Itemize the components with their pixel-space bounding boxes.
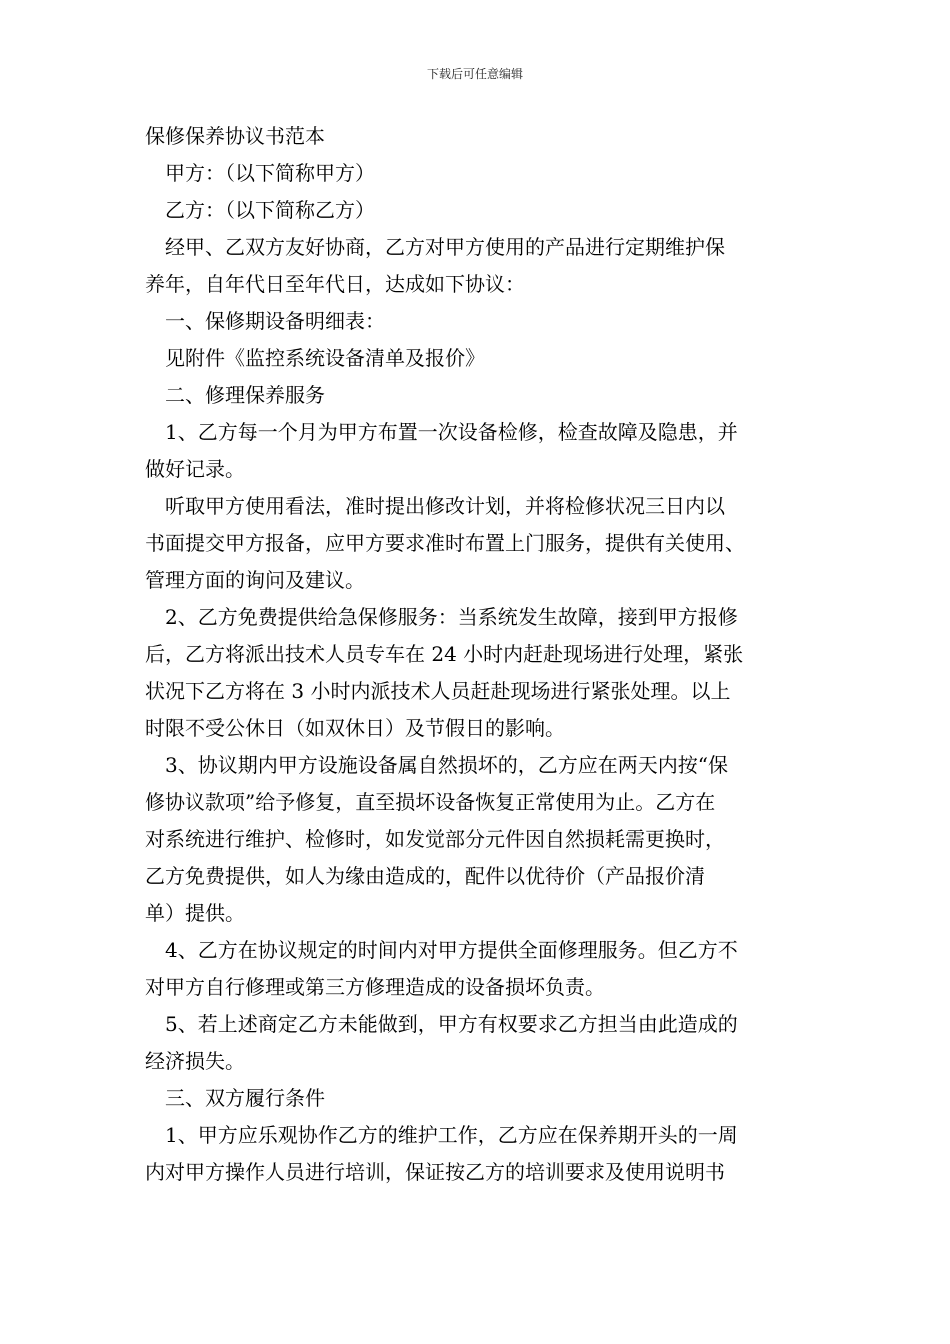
paragraph-line: 2、乙方免费提供给急保修服务：当系统发生故障，接到甲方报修 xyxy=(165,605,738,629)
paragraph-line: 做好记录。 xyxy=(145,457,245,481)
paragraph-line: 1、甲方应乐观协作乙方的维护工作，乙方应在保养期开头的一周 xyxy=(165,1123,738,1147)
section-heading: 三、双方履行条件 xyxy=(165,1086,325,1110)
section-heading: 二、修理保养服务 xyxy=(165,383,325,407)
paragraph-line: 修协议款项”给予修复，直至损坏设备恢复正常使用为止。乙方在 xyxy=(145,790,716,814)
paragraph-line: 状况下乙方将在 3 小时内派技术人员赶赴现场进行紧张处理。以上 xyxy=(145,679,731,703)
section-heading: 一、保修期设备明细表： xyxy=(165,309,385,333)
paragraph-line: 乙方免费提供，如人为缘由造成的，配件以优待价（产品报价清 xyxy=(145,864,705,888)
paragraph-line: 5、若上述商定乙方未能做到，甲方有权要求乙方担当由此造成的 xyxy=(165,1012,738,1036)
paragraph-line: 单）提供。 xyxy=(145,901,245,925)
paragraph-line: 管理方面的询问及建议。 xyxy=(145,568,365,592)
paragraph-line: 后，乙方将派出技术人员专车在 24 小时内赶赴现场进行处理，紧张 xyxy=(145,642,744,666)
page-header-note: 下载后可任意编辑 xyxy=(426,67,523,81)
paragraph-line: 对甲方自行修理或第三方修理造成的设备损坏负责。 xyxy=(145,975,605,999)
paragraph-line: 书面提交甲方报备，应甲方要求准时布置上门服务，提供有关使用、 xyxy=(145,531,745,555)
paragraph-line: 见附件《监控系统设备清单及报价》 xyxy=(165,346,485,370)
document-body xyxy=(145,118,815,1191)
paragraph-line: 经甲、乙双方友好协商，乙方对甲方使用的产品进行定期维护保 xyxy=(165,235,725,259)
paragraph-line: 4、乙方在协议规定的时间内对甲方提供全面修理服务。但乙方不 xyxy=(165,938,738,962)
paragraph-line: 内对甲方操作人员进行培训，保证按乙方的培训要求及使用说明书 xyxy=(145,1160,725,1184)
paragraph-line: 对系统进行维护、检修时，如发觉部分元件因自然损耗需更换时， xyxy=(145,827,725,851)
paragraph-line: 1、乙方每一个月为甲方布置一次设备检修，检查故障及隐患，并 xyxy=(165,420,738,444)
paragraph-line: 听取甲方使用看法，准时提出修改计划，并将检修状况三日内以 xyxy=(165,494,725,518)
party-b-line: 乙方：（以下简称乙方） xyxy=(165,198,375,222)
document-title: 保修保养协议书范本 xyxy=(145,124,325,148)
paragraph-line: 3、协议期内甲方设施设备属自然损坏的，乙方应在两天内按“保 xyxy=(165,753,728,777)
party-a-line: 甲方：（以下简称甲方） xyxy=(165,161,375,185)
paragraph-line: 经济损失。 xyxy=(145,1049,245,1073)
paragraph-line: 时限不受公休日（如双休日）及节假日的影响。 xyxy=(145,716,565,740)
paragraph-line: 养年，自年代日至年代日，达成如下协议： xyxy=(145,272,525,296)
